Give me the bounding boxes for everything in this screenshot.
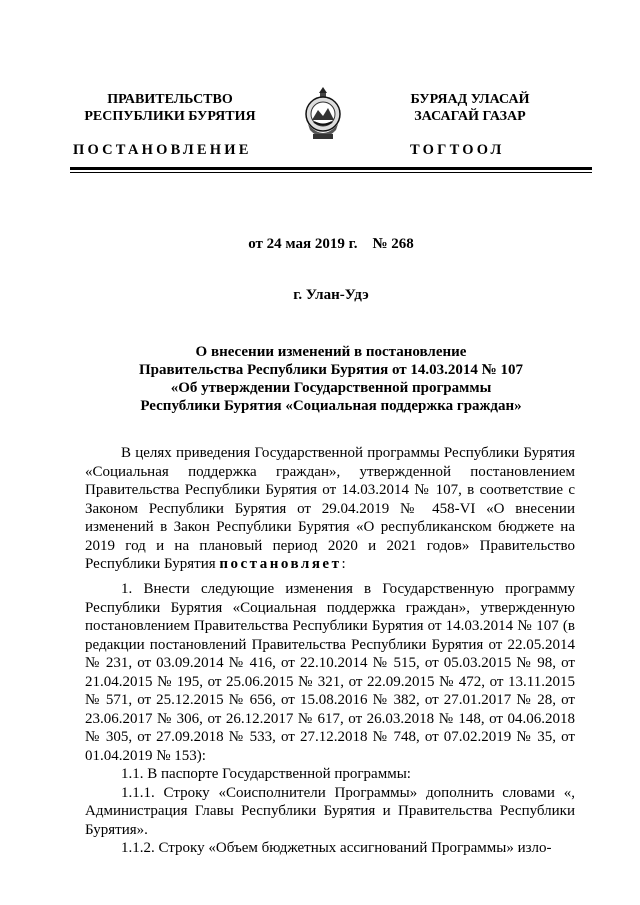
item-1-1-1: 1.1.1. Строку «Соисполнители Программы» дополнить словами «, Администрация Главы Республики Бурятия и Правительства Республики Бурятия». bbox=[85, 784, 575, 838]
government-header-ru bbox=[70, 91, 270, 125]
date-number-line bbox=[70, 236, 592, 253]
title-line: Республики Бурятия «Социальная поддержка граждан» bbox=[140, 398, 522, 414]
item-1: 1. Внести следующие изменения в Государственную программу Республики Бурятия «Социальная поддержка граждан», утвержденную постановлением Правительства Республики Бурятия от 14.03.2014 № 107 (в редакции постановлений Правительства Республики Бурятия от 22.05.2014 № 231, от 03.09.2014 № 416, от 22.10.2014 № 515, от 05.03.2015 № 98, от 21.04.2015 № 195, от 25.06.2015 № 321, от 22.09.2015 № 472, от 13.11.2015 № 571, от 25.12.2015 № 656, от 15.08.2016 № 382, от 27.01.2017 № 28, от 23.06.2017 № 306, от 26.12.2017 № 617, от 26.03.2018 № 148, от 04.06.2018 № 305, от 27.09.2018 № 533, от 27.12.2018 № 748, от 07.02.2019 № 35, от 01.04.2019 № 153): bbox=[85, 581, 575, 764]
date-number: от 24 мая 2019 г. № 268 bbox=[248, 236, 414, 252]
items-section bbox=[85, 580, 575, 858]
header-rule-thick bbox=[70, 167, 592, 170]
item-1-1: 1.1. В паспорте Государственной программы: bbox=[121, 766, 411, 782]
city-line: г. Улан-Удэ bbox=[293, 287, 369, 303]
header-line: ПРАВИТЕЛЬСТВО bbox=[107, 92, 233, 107]
item-1-1-2: 1.1.2. Строку «Объем бюджетных ассигнований Программы» изло- bbox=[121, 840, 552, 856]
coat-of-arms-icon bbox=[300, 84, 346, 146]
title-line: О внесении изменений в постановление bbox=[195, 344, 467, 360]
preamble-emphasis: постановляет bbox=[219, 556, 342, 572]
document-title bbox=[70, 343, 592, 415]
decree-label-bua: ТОГТООЛ bbox=[410, 142, 505, 158]
header-rule-thin bbox=[70, 172, 592, 173]
header-line: РЕСПУБЛИКИ БУРЯТИЯ bbox=[84, 109, 256, 124]
preamble-tail: : bbox=[341, 556, 346, 572]
title-line: Правительства Республики Бурятия от 14.03.2014 № 107 bbox=[138, 362, 523, 378]
government-header-bua bbox=[370, 91, 570, 125]
header-line: ЗАСАГАЙ ГАЗАР bbox=[414, 109, 526, 124]
preamble-text: В целях приведения Государственной программы Республики Бурятия «Социальная поддержка граждан», утвержденной постановлением Правительства Республики Бурятия от 14.03.2014 № 107, в соответствие с Законом Республики Бурятия от 29.04.2019 № 458-VI «О внесении изменений в Закон Республики Бурятия «О республиканском бюджете на 2019 год и на плановый период 2020 и 2021 годов» Правительство Республики Бурятия bbox=[85, 445, 575, 572]
header-line: БУРЯАД УЛАСАЙ bbox=[410, 92, 530, 107]
preamble-paragraph bbox=[85, 444, 575, 574]
decree-label-ru: ПОСТАНОВЛЕНИЕ bbox=[73, 142, 252, 158]
title-line: «Об утверждении Государственной программы bbox=[170, 380, 492, 396]
